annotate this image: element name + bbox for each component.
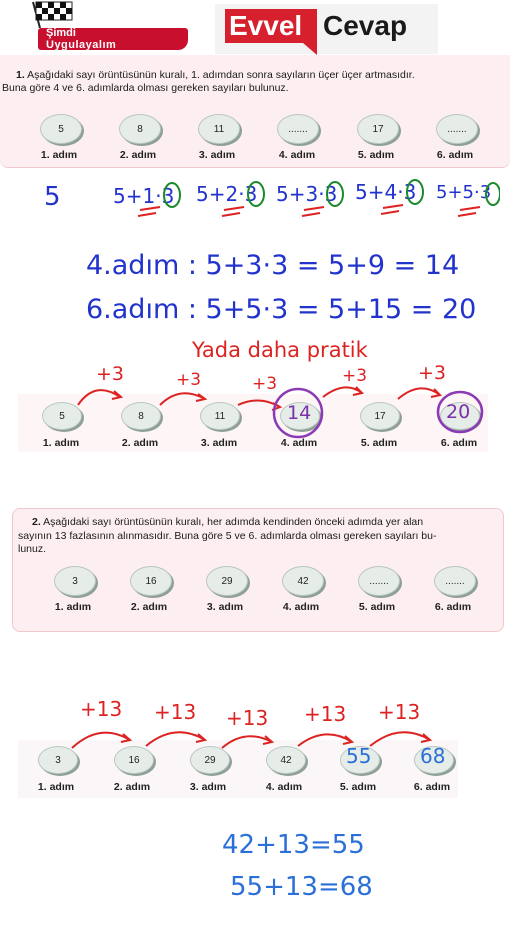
strip1-step3-label: 3. adım bbox=[200, 437, 238, 449]
strip1-step1-label: 1. adım bbox=[42, 437, 80, 449]
logo-text-evvel: Evvel bbox=[229, 10, 303, 41]
strip1-step3-value: 11 bbox=[200, 402, 240, 430]
hw-plus-2-1: +13 bbox=[80, 697, 123, 721]
strip2-step1-label: 1. adım bbox=[37, 781, 75, 793]
hw-plus-2-5: +13 bbox=[378, 700, 421, 724]
question-2-text3: lunuz. bbox=[18, 543, 47, 555]
hw-plus-1-4: +3 bbox=[342, 366, 368, 386]
q1-step4-value: ....... bbox=[277, 114, 319, 144]
q1-step5-label: 5. adım bbox=[357, 149, 395, 161]
hw-plus-1-5: +3 bbox=[418, 362, 447, 384]
question-2-line1 bbox=[32, 516, 502, 529]
checkered-flag-icon bbox=[30, 0, 74, 28]
hw-term-2: 5+1·3 bbox=[113, 184, 175, 208]
strip2-step1-value: 3 bbox=[38, 746, 78, 774]
strip1-step4-label: 4. adım bbox=[280, 437, 318, 449]
q1-step6-value: ....... bbox=[436, 114, 478, 144]
hw-term-5: 5+4·3 bbox=[355, 180, 417, 204]
hw-step4-calc: 4.adım : 5+3·3 = 5+9 = 14 bbox=[86, 250, 460, 281]
strip2-step6-label: 6. adım bbox=[413, 781, 451, 793]
strip1-step5-value: 17 bbox=[360, 402, 400, 430]
question-2-number: 2. bbox=[32, 516, 41, 528]
logo-tail bbox=[303, 43, 317, 55]
hw-answer-step6: 20 bbox=[446, 401, 471, 423]
strip2-step2-label: 2. adım bbox=[113, 781, 151, 793]
q2-step5-label: 5. adım bbox=[358, 601, 396, 613]
q2-step3-value: 29 bbox=[206, 566, 248, 596]
hw-term-6: 5+5·3 bbox=[436, 182, 492, 203]
question-2-text1: Aşağıdaki sayı örüntüsünün kuralı, her adımda kendinden önceki adımda yer alan bbox=[43, 516, 424, 528]
strip1-step5-label: 5. adım bbox=[360, 437, 398, 449]
hw-answer-step5: 55 bbox=[346, 744, 372, 768]
strip2-step2-value: 16 bbox=[114, 746, 154, 774]
q2-step1-label: 1. adım bbox=[54, 601, 92, 613]
q2-step6-value: ....... bbox=[434, 566, 476, 596]
hw-plus-2-2: +13 bbox=[154, 700, 197, 724]
hw-equation-2: 55+13=68 bbox=[230, 872, 373, 902]
hw-term-4: 5+3·3 bbox=[276, 182, 338, 206]
q2-step1-value: 3 bbox=[54, 566, 96, 596]
question-1-line1 bbox=[16, 69, 510, 82]
q2-step5-value: ....... bbox=[358, 566, 400, 596]
hw-plus-2-3: +13 bbox=[226, 706, 269, 730]
hw-plus-2-4: +13 bbox=[304, 702, 347, 726]
hw-plus-1-1: +3 bbox=[96, 363, 125, 385]
hw-multiplier-circles bbox=[100, 178, 500, 228]
q1-step1-label: 1. adım bbox=[40, 149, 78, 161]
hw-term-1: 5 bbox=[44, 182, 61, 212]
hw-plus-1-2: +3 bbox=[176, 370, 202, 390]
hw-equation-1: 42+13=55 bbox=[222, 830, 365, 860]
strip1-step2-label: 2. adım bbox=[121, 437, 159, 449]
strip2-step4-label: 4. adım bbox=[265, 781, 303, 793]
hw-answer-step6-q2: 68 bbox=[420, 744, 446, 768]
strip2-step3-value: 29 bbox=[190, 746, 230, 774]
q1-step1-value: 5 bbox=[40, 114, 82, 144]
q1-step4-label: 4. adım bbox=[278, 149, 316, 161]
q1-step2-label: 2. adım bbox=[119, 149, 157, 161]
banner-line2: Uygulayalım bbox=[46, 39, 117, 51]
strip2-step4-value: 42 bbox=[266, 746, 306, 774]
banner-line1: Şimdi bbox=[46, 27, 76, 39]
q2-step6-label: 6. adım bbox=[434, 601, 472, 613]
q2-step2-value: 16 bbox=[130, 566, 172, 596]
logo-text-cevap: Cevap bbox=[323, 10, 408, 41]
q1-step3-value: 11 bbox=[198, 114, 240, 144]
strip2-step5-label: 5. adım bbox=[339, 781, 377, 793]
question-1-number: 1. bbox=[16, 69, 25, 81]
strip1-step6-label: 6. adım bbox=[440, 437, 478, 449]
q2-step4-label: 4. adım bbox=[282, 601, 320, 613]
q2-step4-value: 42 bbox=[282, 566, 324, 596]
question-2-text2: sayının 13 fazlasının alınmasıdır. Buna göre 5 ve 6. adımlarda olması gereken sayıları bu- bbox=[18, 530, 437, 542]
q1-step3-label: 3. adım bbox=[198, 149, 236, 161]
q1-step6-label: 6. adım bbox=[436, 149, 474, 161]
question-1-text1: Aşağıdaki sayı örüntüsünün kuralı, 1. adımdan sonra sayıların üçer üçer artmasıdır. bbox=[27, 69, 415, 81]
strip1-step2-value: 8 bbox=[121, 402, 161, 430]
question-1-text2: Buna göre 4 ve 6. adımlarda olması gereken sayıları bulunuz. bbox=[2, 82, 289, 94]
hw-term-3: 5+2·3 bbox=[196, 182, 258, 206]
hw-step6-calc: 6.adım : 5+5·3 = 5+15 = 20 bbox=[86, 294, 477, 325]
q2-step2-label: 2. adım bbox=[130, 601, 168, 613]
hw-plus-1-3: +3 bbox=[252, 374, 278, 394]
q1-step2-value: 8 bbox=[119, 114, 161, 144]
hw-alternative-note: Yada daha pratik bbox=[192, 338, 368, 362]
hw-answer-step4: 14 bbox=[287, 402, 312, 424]
strip2-step3-label: 3. adım bbox=[189, 781, 227, 793]
q2-step3-label: 3. adım bbox=[206, 601, 244, 613]
strip1-step1-value: 5 bbox=[42, 402, 82, 430]
q1-step5-value: 17 bbox=[357, 114, 399, 144]
